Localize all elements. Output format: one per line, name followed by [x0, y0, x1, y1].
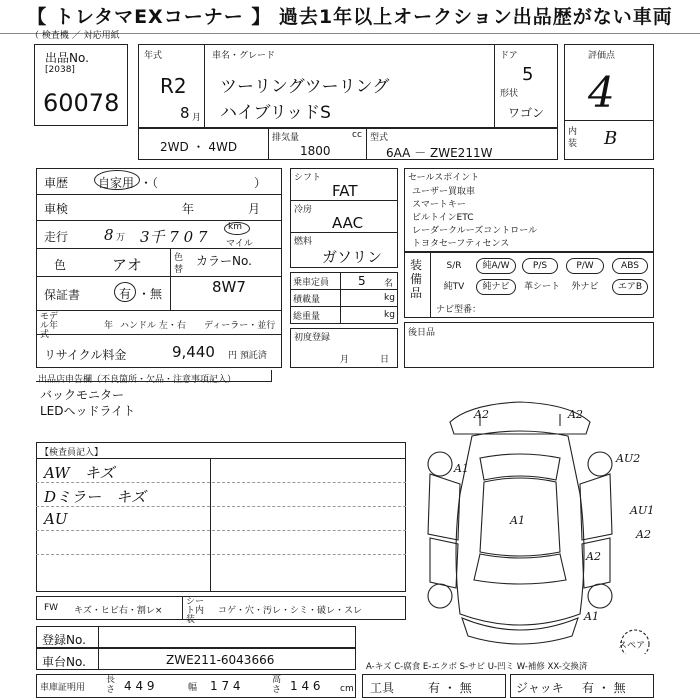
fw-label: FW [44, 603, 59, 613]
shape-label: 形状 [500, 89, 519, 99]
mileage-rest: 3千 7 0 7 [140, 228, 208, 246]
score-value: 4 [588, 68, 615, 117]
inspection-month: 月 [248, 202, 261, 216]
year-month: 8 [180, 104, 190, 122]
inspection-year: 年 [182, 202, 195, 216]
color-label: 色 [54, 258, 67, 272]
model-year-handle: ハンドル 左・右 [120, 321, 186, 331]
equip-airbag: エアB [612, 279, 648, 295]
width-value: 1 7 4 [210, 679, 241, 693]
lot-box [34, 44, 128, 126]
notes-label: 出品店申告欄（不良箇所・欠品・注意事項記入） [38, 375, 237, 385]
jack-value: 有 ・ 無 [582, 681, 626, 695]
ac-label: 冷房 [294, 205, 313, 215]
inspector-line-2: Dミラー キズ [44, 488, 146, 506]
first-reg-month: 月 [340, 355, 350, 365]
lot-label: 出品No. [45, 51, 89, 65]
equip-navi-model: ナビ型番： [436, 305, 482, 315]
equip-sr: S/R [446, 261, 462, 271]
equip-ps: P/S [522, 258, 558, 274]
mark-a2-door: A2 [586, 550, 601, 563]
recycle-unit: 円 預託済 [228, 351, 267, 361]
displacement-value: 1800 [300, 144, 331, 158]
mark-au2-right: AU2 [616, 452, 641, 465]
ac-value: AAC [332, 214, 364, 232]
first-reg-day: 日 [380, 355, 390, 365]
mark-a2-rear-left: A2 [474, 408, 489, 421]
jack-label: ジャッキ [516, 681, 564, 695]
equip-pw: P/W [566, 258, 604, 274]
displacement-unit: cc [352, 130, 362, 140]
dimensions-unit: cm [340, 684, 354, 694]
doors-label: ドア [500, 51, 518, 61]
mark-a2-rear-right: A2 [568, 408, 583, 421]
top-cut-text: （ 検査機 ／ 対応用紙 [30, 31, 120, 41]
color-change-label: 色替 [174, 253, 184, 275]
fw-text: キズ・ヒビ右・割レ× [74, 606, 163, 616]
inspector-label: 【検査員記入】 [40, 448, 104, 458]
length-value: 4 4 9 [124, 679, 155, 693]
shape-value: ワゴン [508, 106, 545, 120]
notes-line-1: バックモニター [40, 388, 125, 402]
first-reg-label: 初度登録 [294, 333, 331, 343]
warranty-no: ・無 [138, 287, 163, 301]
inspection-label: 車検 [44, 202, 69, 216]
auction-sheet [0, 31, 700, 700]
shift-label: シフト [294, 173, 322, 183]
equip-alloy: 純A/W [476, 258, 516, 274]
gross-unit: kg [384, 310, 395, 320]
sales-point-2: スマートキー [412, 200, 466, 210]
recycle-value: 9,440 [172, 343, 215, 361]
color-code-label: カラーNo. [196, 254, 252, 268]
mark-a2-right: A2 [636, 528, 651, 541]
fuel-label: 燃料 [294, 237, 313, 247]
seat-text: コゲ・穴・汚レ・シミ・破レ・スレ [218, 606, 363, 616]
mark-a1-roof: A1 [510, 514, 525, 527]
fuel-value: ガソリン [322, 248, 383, 266]
body-outline [456, 431, 584, 625]
mileage-unit-bottom: マイル [226, 239, 253, 249]
equip-ext-navi: 外ナビ [571, 282, 599, 292]
sales-point-5: トヨタセーフティセンス [412, 239, 510, 249]
height-label: 高さ [272, 675, 282, 695]
load-unit: kg [384, 293, 395, 303]
mark-a1-front: A1 [584, 610, 599, 623]
color-code: 8W7 [212, 278, 246, 296]
tow-block [404, 322, 654, 368]
model-year-label: モデル年式 [40, 312, 59, 340]
tow-label: 後日品 [408, 328, 436, 338]
mark-au1-right: AU1 [630, 504, 655, 517]
seat-label: シート内装 [186, 597, 205, 625]
dimensions-label: 車庫証明用 [40, 683, 86, 693]
spare-label: スペア [618, 641, 646, 651]
mileage-unit-top: km [228, 222, 242, 232]
lot-small: [2038] [45, 65, 75, 75]
notes-line-2: LEDヘッドライト [40, 404, 136, 418]
equipment-label: 装備品 [410, 258, 423, 300]
color-value: アオ [112, 256, 142, 274]
model-line1: ツーリングツーリング [220, 77, 390, 97]
sales-points-label: セールスポイント [408, 173, 480, 183]
gross-label: 総重量 [293, 312, 321, 322]
type-label: 型式 [370, 133, 389, 143]
warranty-yes: 有 [119, 287, 132, 301]
equip-navi: 純ナビ [476, 279, 516, 295]
load-label: 積載量 [293, 295, 321, 305]
sales-point-4: レーダークルーズコントロール [412, 226, 538, 236]
capacity-value: 5 [358, 274, 366, 288]
chassis-value: ZWE211-6043666 [166, 653, 275, 667]
mileage-man-unit: 万 [116, 233, 126, 243]
inspector-line-3: AU [44, 510, 68, 528]
model-year-year: 年 [104, 321, 114, 331]
equip-tv: 純TV [443, 282, 465, 292]
recycle-label: リサイクル料金 [44, 348, 127, 362]
mark-a1-left: A1 [454, 462, 469, 475]
year-label: 年式 [144, 51, 163, 61]
year-month-unit: 月 [192, 113, 202, 123]
length-label: 長さ [106, 675, 116, 695]
type-value: 6AA － ZWE211W [386, 146, 493, 160]
lot-number: 60078 [43, 89, 120, 117]
mileage-label: 走行 [44, 230, 69, 244]
doors-value: 5 [522, 64, 534, 85]
registration-label: 登録No. [42, 633, 86, 647]
capacity-label: 乗車定員 [293, 278, 330, 288]
equip-leather: 革シート [523, 282, 560, 292]
interior-label: 内装 [568, 127, 578, 149]
history-value: 自家用 [98, 176, 135, 190]
car-diagram [410, 374, 670, 654]
mileage-man: 8 [104, 226, 114, 244]
warranty-label: 保証書 [44, 288, 81, 302]
damage-legend: A-キズ C-腐食 E-エクボ S-サビ U-凹ミ W-補修 XX-交換済 [366, 662, 588, 672]
height-value: 1 4 6 [290, 679, 321, 693]
capacity-unit: 名 [384, 279, 394, 289]
inspector-line-1: AW キズ [44, 464, 115, 482]
score-label: 評価点 [588, 51, 616, 61]
width-label: 幅 [188, 683, 198, 693]
shift-value: FAT [332, 182, 358, 200]
tools-value: 有 ・ 無 [428, 681, 472, 695]
sales-point-1: ユーザー買取車 [412, 187, 476, 197]
history-label: 車歴 [44, 176, 69, 190]
drive-text: 2WD ・ 4WD [160, 140, 238, 154]
chassis-label: 車台No. [42, 655, 86, 669]
sales-point-3: ビルトインETC [412, 213, 474, 223]
page-banner: 【 トレタマEXコーナー 】 過去1年以上オークション出品歴がない車両 [0, 0, 700, 34]
displacement-label: 排気量 [272, 133, 300, 143]
model-year-dealer: ディーラー・並行 [204, 321, 276, 331]
tools-label: 工具 [370, 681, 395, 695]
model-line2: ハイブリッドS [220, 103, 331, 123]
history-rest: ・（ ） [140, 176, 267, 190]
year-era: R2 [160, 74, 187, 98]
model-label: 車名・グレード [212, 51, 276, 61]
interior-value: B [604, 128, 618, 149]
equip-abs: ABS [612, 258, 648, 274]
